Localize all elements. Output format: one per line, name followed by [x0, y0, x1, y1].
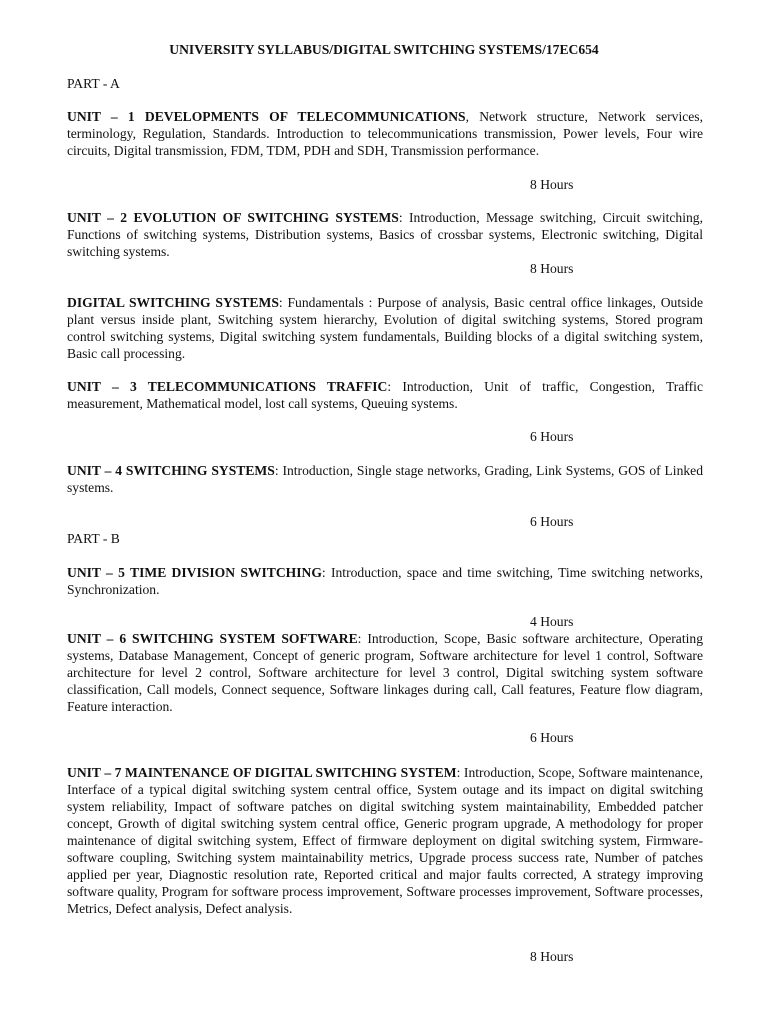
unit-2-body: : Introduction, Message switching, Circuit switching, Functions of switching systems, Distribution systems, Basics of crossbar systems, Electronic switching, Digital switching systems. [67, 210, 703, 259]
unit-5-hours: 4 Hours [530, 614, 574, 629]
unit-1-heading: UNIT – 1 DEVELOPMENTS OF TELECOMMUNICATIONS [67, 109, 466, 124]
digital-switching-paragraph [67, 294, 703, 362]
digital-switching-body: : Fundamentals : Purpose of analysis, Basic central office linkages, Outside plant versus inside plant, Switching system hierarchy, Evolution of digital switching systems, Stored program control switching systems, Digital switching system fundamentals, Building blocks of a digital switching system, Basic call processing. [67, 295, 703, 361]
unit-3-hours: 6 Hours [530, 429, 574, 444]
unit-6-heading: UNIT – 6 SWITCHING SYSTEM SOFTWARE [67, 631, 358, 646]
unit-6-paragraph [67, 630, 703, 715]
part-b-label: PART - B [67, 531, 120, 546]
unit-3-paragraph [67, 378, 703, 412]
unit-1-hours: 8 Hours [530, 177, 574, 192]
unit-2-heading: UNIT – 2 EVOLUTION OF SWITCHING SYSTEMS [67, 210, 399, 225]
unit-5-body: : Introduction, space and time switching, Time switching networks, Synchronization. [67, 565, 703, 597]
unit-3-heading: UNIT – 3 TELECOMMUNICATIONS TRAFFIC [67, 379, 388, 394]
unit-7-paragraph [67, 764, 703, 917]
unit-4-heading: UNIT – 4 SWITCHING SYSTEMS [67, 463, 275, 478]
unit-7-hours: 8 Hours [530, 949, 574, 964]
unit-1-body: , Network structure, Network services, terminology, Regulation, Standards. Introduction to telecommunications transmission, Power levels, Four wire circuits, Digital transmission, FDM, TDM, PDH and SDH, Transmission performance. [67, 109, 703, 158]
unit-2-paragraph [67, 209, 703, 260]
unit-1-paragraph [67, 108, 703, 159]
part-a-label: PART - A [67, 76, 120, 91]
unit-2-hours: 8 Hours [530, 261, 574, 276]
unit-4-paragraph [67, 462, 703, 496]
unit-7-body: : Introduction, Scope, Software maintenance, Interface of a typical digital switching system central office, System outage and its impact on digital switching system reliability, Impact of software patches on digital switching system maintainability, Embedded patcher concept, Growth of digital switching system central office, Generic program upgrade, A methodology for proper maintenance of digital switching system, Effect of firmware deployment on digital switching system, Firmware-software coupling, Switching system maintainability metrics, Upgrade process success rate, Number of patches applied per year, Diagnostic resolution rate, Reported critical and major faults corrected, A strategy improving software quality, Program for software process improvement, Software processes improvement, Software processes, Metrics, Defect analysis, Defect analysis. [67, 765, 704, 916]
unit-5-paragraph [67, 564, 703, 598]
unit-6-hours: 6 Hours [530, 730, 574, 745]
unit-6-body: : Introduction, Scope, Basic software architecture, Operating systems, Database Management, Concept of generic program, Software architecture for level 1 control, Software architecture for level 2 control, Software architecture for level 3 control, Digital switching system software classification, Call models, Connect sequence, Software linkages during call, Call features, Feature flow diagram, Feature interaction. [67, 631, 703, 714]
unit-4-body: : Introduction, Single stage networks, Grading, Link Systems, GOS of Linked systems. [67, 463, 704, 495]
unit-3-body: : Introduction, Unit of traffic, Congestion, Traffic measurement, Mathematical model, lost call systems, Queuing systems. [67, 379, 703, 411]
unit-5-heading: UNIT – 5 TIME DIVISION SWITCHING [67, 565, 322, 580]
unit-7-heading: UNIT – 7 MAINTENANCE OF DIGITAL SWITCHING SYSTEM [67, 765, 457, 780]
digital-switching-heading: DIGITAL SWITCHING SYSTEMS [67, 295, 279, 310]
unit-4-hours: 6 Hours [530, 514, 574, 529]
document-title: UNIVERSITY SYLLABUS/DIGITAL SWITCHING SYSTEMS/17EC654 [169, 42, 599, 57]
